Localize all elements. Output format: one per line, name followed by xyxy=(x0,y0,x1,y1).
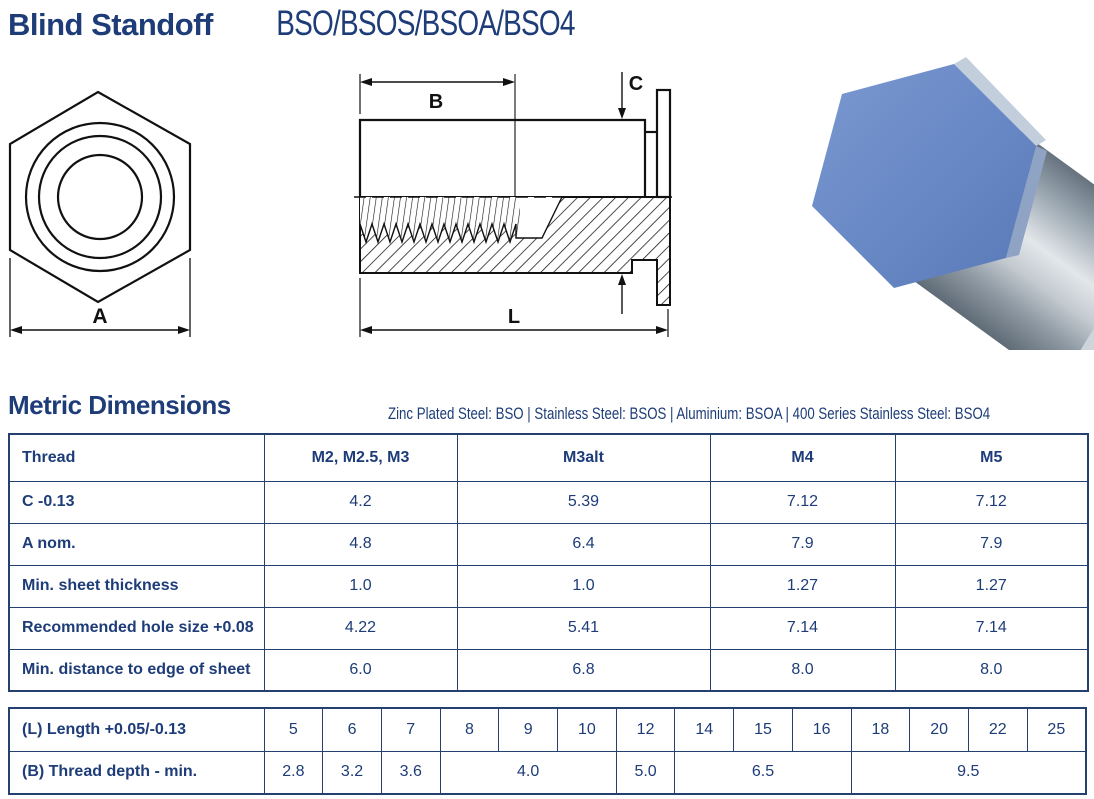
length-value-cell: 16 xyxy=(792,708,851,751)
depth-value-cell: 9.5 xyxy=(851,751,1086,794)
section-view-drawing xyxy=(352,66,682,342)
row-label: (B) Thread depth - min. xyxy=(9,751,264,794)
table-row xyxy=(9,607,1088,649)
metric-table-header-row xyxy=(9,434,1088,481)
value-cell: 7.9 xyxy=(710,523,895,565)
value-cell: 4.8 xyxy=(264,523,457,565)
row-label-header: Thread xyxy=(9,434,264,481)
col-header: M2, M2.5, M3 xyxy=(264,434,457,481)
depth-value-cell: 6.5 xyxy=(675,751,851,794)
dim-c-label: C xyxy=(628,73,644,95)
length-value-cell: 22 xyxy=(968,708,1027,751)
length-value-cell: 6 xyxy=(323,708,382,751)
length-table xyxy=(8,707,1087,795)
value-cell: 1.27 xyxy=(710,565,895,607)
length-value-cell: 8 xyxy=(440,708,499,751)
inner-circle xyxy=(58,155,142,239)
value-cell: 7.14 xyxy=(710,607,895,649)
row-label: A nom. xyxy=(9,523,264,565)
thread-depth-row xyxy=(9,751,1086,794)
materials-note: Zinc Plated Steel: BSO | Stainless Steel: BSOS | Aluminium: BSOA | 400 Series Stainless Steel: BSO4 xyxy=(388,404,991,423)
col-header: M5 xyxy=(895,434,1088,481)
length-value-cell: 12 xyxy=(616,708,675,751)
row-label: (L) Length +0.05/-0.13 xyxy=(9,708,264,751)
page-header xyxy=(8,4,612,44)
length-value-cell: 20 xyxy=(910,708,969,751)
value-cell: 6.4 xyxy=(457,523,710,565)
depth-value-cell: 5.0 xyxy=(616,751,675,794)
value-cell: 7.12 xyxy=(710,481,895,523)
value-cell: 5.39 xyxy=(457,481,710,523)
depth-value-cell: 2.8 xyxy=(264,751,323,794)
value-cell: 7.12 xyxy=(895,481,1088,523)
dim-a-label: A xyxy=(92,305,108,328)
page-title: Blind Standoff xyxy=(8,7,213,42)
length-value-cell: 18 xyxy=(851,708,910,751)
row-label: Recommended hole size +0.08 xyxy=(9,607,264,649)
page-title-models: BSO/BSOS/BSOA/BSO4 xyxy=(276,4,575,43)
value-cell: 5.41 xyxy=(457,607,710,649)
depth-value-cell: 4.0 xyxy=(440,751,616,794)
section-heading: Metric Dimensions xyxy=(8,390,231,420)
table-row xyxy=(9,523,1088,565)
length-value-cell: 5 xyxy=(264,708,323,751)
table-row xyxy=(9,649,1088,691)
value-cell: 8.0 xyxy=(895,649,1088,691)
front-view-drawing xyxy=(4,86,204,344)
col-header: M4 xyxy=(710,434,895,481)
product-photo xyxy=(806,48,1094,350)
metric-dimensions-table xyxy=(8,433,1089,692)
depth-value-cell: 3.6 xyxy=(381,751,440,794)
value-cell: 1.0 xyxy=(264,565,457,607)
length-value-cell: 14 xyxy=(675,708,734,751)
length-value-cell: 25 xyxy=(1027,708,1086,751)
length-value-cell: 9 xyxy=(499,708,558,751)
table-row xyxy=(9,565,1088,607)
value-cell: 7.9 xyxy=(895,523,1088,565)
value-cell: 1.27 xyxy=(895,565,1088,607)
outer-circle xyxy=(26,123,174,271)
value-cell: 6.0 xyxy=(264,649,457,691)
row-label: C -0.13 xyxy=(9,481,264,523)
dim-b xyxy=(360,74,515,197)
depth-value-cell: 3.2 xyxy=(323,751,382,794)
value-cell: 8.0 xyxy=(710,649,895,691)
length-row xyxy=(9,708,1086,751)
length-value-cell: 7 xyxy=(381,708,440,751)
length-value-cell: 15 xyxy=(734,708,793,751)
dim-c xyxy=(618,72,643,314)
dim-b-label: B xyxy=(428,91,444,113)
table-row xyxy=(9,481,1088,523)
value-cell: 4.2 xyxy=(264,481,457,523)
dim-l-label: L xyxy=(507,306,521,328)
value-cell: 4.22 xyxy=(264,607,457,649)
row-label: Min. distance to edge of sheet xyxy=(9,649,264,691)
value-cell: 1.0 xyxy=(457,565,710,607)
length-value-cell: 10 xyxy=(558,708,617,751)
value-cell: 6.8 xyxy=(457,649,710,691)
value-cell: 7.14 xyxy=(895,607,1088,649)
col-header: M3alt xyxy=(457,434,710,481)
row-label: Min. sheet thickness xyxy=(9,565,264,607)
